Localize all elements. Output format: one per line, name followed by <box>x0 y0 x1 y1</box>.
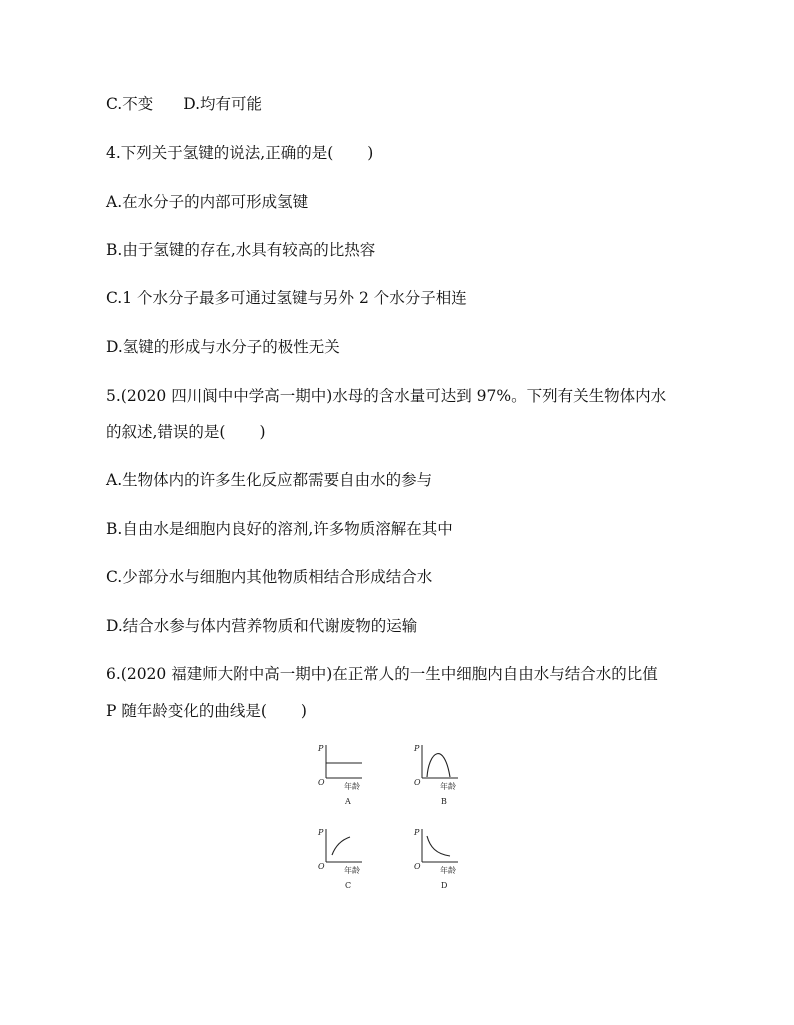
graph-d-origin: O <box>414 862 421 871</box>
q5-stem-line2 <box>106 422 266 442</box>
graph-a-x-label: 年龄 <box>344 782 360 791</box>
graph-a-origin: O <box>318 778 325 787</box>
graph-b-origin: O <box>414 778 421 787</box>
graph-c <box>314 825 394 891</box>
graph-a-y-label: P <box>318 744 324 753</box>
q3-option-d: D.均有可能 <box>183 95 263 113</box>
q5-option-d: D.结合水参与体内营养物质和代谢废物的运输 <box>106 617 418 635</box>
q5-stem-line1: 5.(2020 四川阆中中学高一期中)水母的含水量可达到 97%。下列有关生物体内水 <box>106 387 667 405</box>
graph-c-curve <box>332 837 350 855</box>
graph-c-y-label: P <box>318 828 324 837</box>
graph-d-curve <box>427 836 450 856</box>
graph-b-y-label: P <box>414 744 420 753</box>
q5-option-c: C.少部分水与细胞内其他物质相结合形成结合水 <box>106 568 433 586</box>
graph-d-caption: D <box>441 881 448 890</box>
q4-stem-text: 4.下列关于氢键的说法,正确的是( <box>106 144 334 162</box>
graph-b <box>410 741 490 807</box>
graph-a-caption: A <box>345 797 351 806</box>
graph-c-caption: C <box>345 881 352 890</box>
graph-a <box>314 741 394 807</box>
q4-option-d: D.氢键的形成与水分子的极性无关 <box>106 338 340 356</box>
graph-d-y-label: P <box>414 828 420 837</box>
q5-option-a: A.生物体内的许多生化反应都需要自由水的参与 <box>106 471 433 489</box>
q6-stem-line1: 6.(2020 福建师大附中高一期中)在正常人的一生中细胞内自由水与结合水的比值 <box>106 665 658 683</box>
q6-paren-close: ) <box>300 702 307 720</box>
q4-stem <box>106 143 373 163</box>
q3-option-c: C.不变 <box>106 95 154 113</box>
graph-b-curve <box>427 754 450 777</box>
q4-option-a: A.在水分子的内部可形成氢键 <box>106 193 309 211</box>
q3-options-cd <box>106 94 262 114</box>
q5-option-b: B.自由水是细胞内良好的溶剂,许多物质溶解在其中 <box>106 520 453 538</box>
q4-paren-close: ) <box>367 144 374 162</box>
q4-option-c: C.1 个水分子最多可通过氢键与另外 2 个水分子相连 <box>106 289 467 307</box>
q5-stem-text: 的叙述,错误的是( <box>106 423 226 441</box>
q4-option-b: B.由于氢键的存在,水具有较高的比热容 <box>106 241 376 259</box>
q6-stem-line2 <box>106 701 307 721</box>
graph-c-origin: O <box>318 862 325 871</box>
graph-c-x-label: 年龄 <box>344 866 360 875</box>
q6-stem-text: P 随年龄变化的曲线是( <box>106 702 267 720</box>
graph-b-caption: B <box>441 797 447 806</box>
graph-d <box>410 825 490 891</box>
q5-paren-close: ) <box>259 423 266 441</box>
graph-d-x-label: 年龄 <box>440 866 456 875</box>
graph-b-x-label: 年龄 <box>440 782 456 791</box>
